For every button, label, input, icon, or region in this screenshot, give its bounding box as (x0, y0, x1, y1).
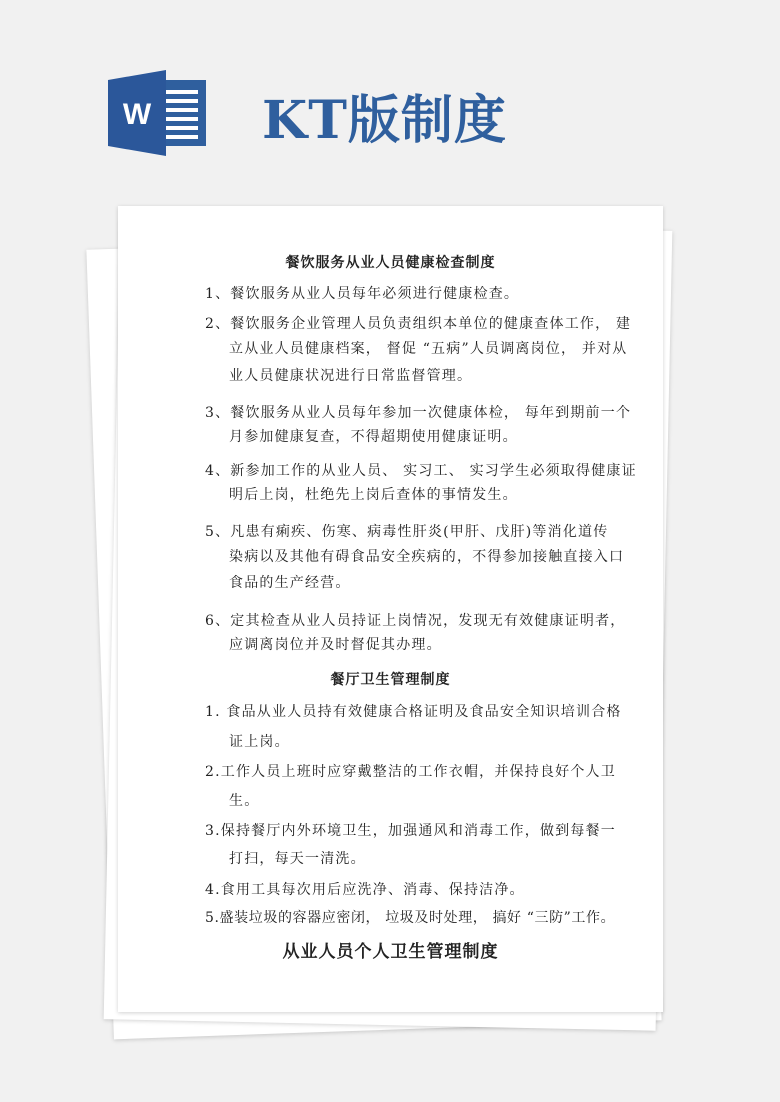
list-item-continued: 月参加健康复查，不得超期使用健康证明。 (229, 429, 518, 445)
list-item-continued: 食品的生产经营。 (229, 575, 351, 591)
list-item-continued: 明后上岗，杜绝先上岗后查体的事情发生。 (229, 487, 518, 503)
section-title: 餐饮服务从业人员健康检查制度 (285, 255, 496, 271)
section-title: 从业人员个人卫生管理制度 (282, 942, 499, 962)
list-item-continued: 应调离岗位并及时督促其办理。 (229, 637, 442, 653)
list-item: 4.食用工具每次用后应洗净、消毒、保持洁净。 (205, 882, 525, 898)
list-item: 2.工作人员上班时应穿戴整洁的工作衣帽，并保持良好个人卫 (205, 764, 616, 780)
list-item-continued: 立从业人员健康档案， 督促 “五病”人员调离岗位， 并对从 (229, 341, 628, 357)
list-item: 3、餐饮服务从业人员每年参加一次健康体检， 每年到期前一个 (205, 405, 632, 421)
list-item-continued: 证上岗。 (229, 734, 290, 750)
list-item: 4、新参加工作的从业人员、 实习工、 实习学生必须取得健康证 (205, 463, 637, 479)
list-item: 1、餐饮服务从业人员每年必须进行健康检查。 (205, 286, 520, 302)
list-item: 6、定其检查从业人员持证上岗情况，发现无有效健康证明者， (205, 613, 626, 629)
list-item-continued: 业人员健康状况进行日常监督管理。 (229, 368, 473, 384)
list-item-continued: 打扫，每天一清洗。 (229, 851, 366, 867)
list-item: 2、餐饮服务企业管理人员负责组织本单位的健康查体工作， 建 (205, 316, 632, 332)
list-item-continued: 生。 (229, 793, 260, 809)
list-item: 5.盛装垃圾的容器应密闭， 垃圾及时处理， 搞好 “三防”工作。 (205, 910, 616, 926)
svg-text:W: W (122, 98, 152, 131)
document-page (118, 206, 663, 1012)
list-item: 3.保持餐厅内外环境卫生，加强通风和消毒工作，做到每餐一 (205, 823, 616, 839)
document-title: KT版制度 (262, 90, 507, 151)
section-title: 餐厅卫生管理制度 (330, 672, 451, 688)
word-logo-icon (108, 70, 208, 156)
list-item: 5、凡患有痢疾、伤寒、病毒性肝炎(甲肝、戊肝)等消化道传 (205, 524, 609, 540)
list-item-continued: 染病以及其他有碍食品安全疾病的，不得参加接触直接入口 (229, 549, 625, 565)
list-item: 1. 食品从业人员持有效健康合格证明及食品安全知识培训合格 (205, 704, 622, 720)
